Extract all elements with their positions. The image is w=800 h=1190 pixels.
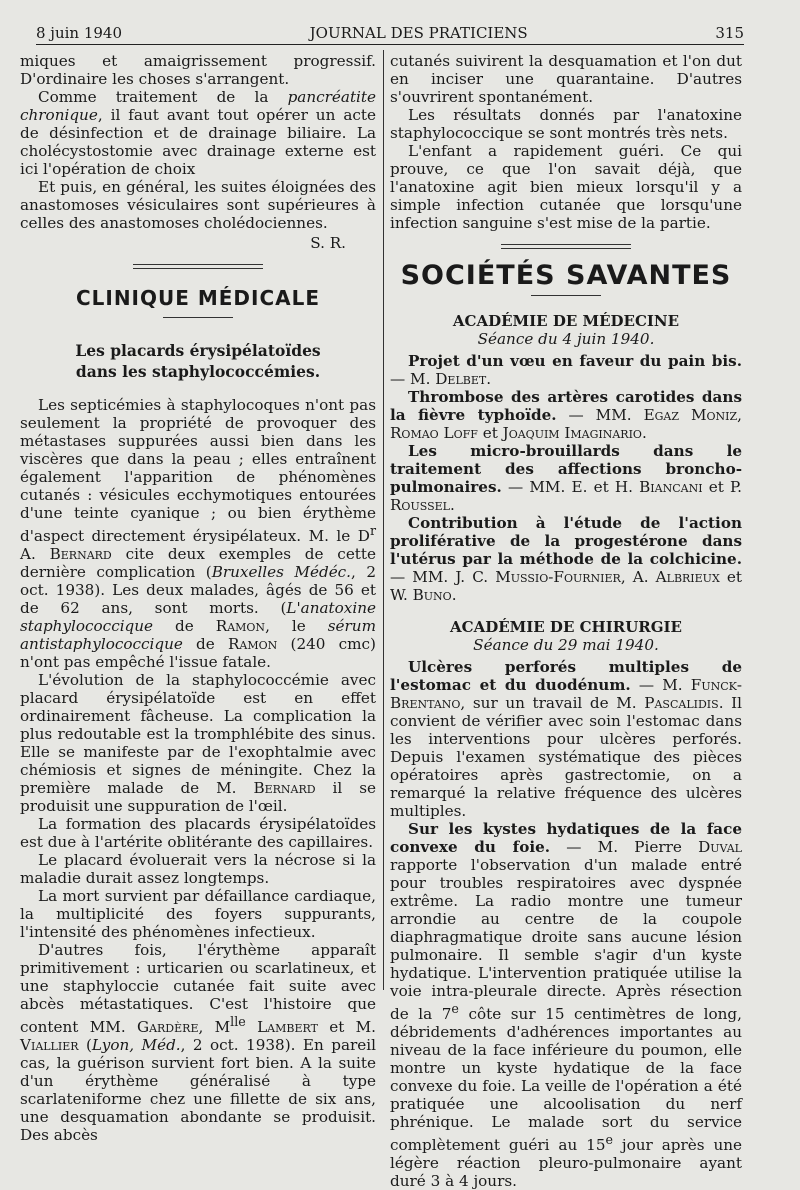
page-header bbox=[36, 18, 744, 45]
header-page-number: 315 bbox=[715, 24, 744, 42]
left-column bbox=[20, 52, 376, 1144]
paragraph: cutanés suivirent la desquamation et l'on dut en inciser une quarantaine. D'autres s'ouvrirent spontanément. bbox=[390, 52, 742, 106]
session-date: Séance du 4 juin 1940. bbox=[477, 330, 655, 348]
paper-entry: Les micro-brouillards dans le traitement des affections broncho-pulmonaires. — MM. E. et H. Biancani et P. Roussel. bbox=[390, 442, 742, 514]
paper-entry: Thrombose des artères carotides dans la fièvre typhoïde. — MM. Egaz Moniz, Romao Loff et Joaquim Imaginario. bbox=[390, 388, 742, 442]
paragraph: La formation des placards érysipélatoïdes est due à l'artérite oblitérante des capillaires. bbox=[20, 815, 376, 852]
paragraph: Et puis, en général, les suites éloignées des anastomoses vésiculaires sont supérieures à celles des anastomoses cholédociennes. bbox=[20, 178, 376, 232]
header-date: 8 juin 1940 bbox=[36, 24, 123, 42]
paper-entry: Ulcères perforés multiples de l'estomac et du duodénum. — M. Funck-Brentano, sur un travail de M. Pascalidis. Il convient de vérifier avec soin l'estomac dans les interventions pour ulcères perforés. Depuis l'examen systématique des pièces opératoires après gastrectomie, on a remarqué la relative fréquence des ulcères multiples. bbox=[390, 658, 742, 820]
session-date: Séance du 29 mai 1940. bbox=[473, 636, 659, 654]
paper-entry: Contribution à l'étude de l'action proliférative de la progestérone dans l'utérus par la méthode de la colchicine. — MM. J. C. Mussio-Fournier, A. Albrieux et W. Buno. bbox=[390, 514, 743, 604]
paper-entry: Projet d'un vœu en faveur du pain bis. — M. Delbet. bbox=[390, 352, 742, 388]
academy-title-medecine: ACADÉMIE DE MÉDECINE bbox=[452, 312, 680, 330]
paragraph: L'évolution de la staphylococcémie avec placard érysipélatoïde est en effet ordinairement fâcheuse. La complication la plus redoutable est la tromphlébite des sinus. Elle se manifeste par de l'exophtalmie avec chémiosis et signes de méningite. Chez la première malade de M. Bernard il se produisit une suppuration de l'œil. bbox=[20, 671, 376, 816]
paragraph: La mort survient par défaillance cardiaque, la multiplicité des foyers suppurants, l'intensité des phénomènes infectieux. bbox=[20, 887, 376, 942]
short-rule bbox=[531, 295, 601, 296]
paragraph: L'enfant a rapidement guéri. Ce qui prouve, ce que l'on savait déjà, que l'anatoxine agit bien mieux lorsqu'il y a simple infection cutanée que lorsqu'une infection sanguine s'est mise de la partie. bbox=[390, 142, 742, 232]
paragraph: Le placard évoluerait vers la nécrose si la maladie durait assez longtemps. bbox=[20, 851, 376, 888]
header-journal-title: JOURNAL DES PRATICIENS bbox=[309, 24, 528, 42]
double-rule bbox=[501, 244, 631, 249]
signature: S. R. bbox=[310, 234, 346, 252]
paragraph: D'autres fois, l'érythème apparaît primitivement : urticarien ou scarlatineux, et une staphyloccie cutanée fait suite avec abcès métastatiques. C'est l'histoire que content MM. Gardère, $M^{lle}$ Lambert et M. Viallier (Lyon, Méd., 2 oct. 1938). En pareil cas, la guérison survient fort bien. A la suite d'un érythème généralisé à type scarlateniforme chez une fillette de six ans, une desquamation abondante se produisit. Des abcès bbox=[20, 941, 376, 1145]
double-rule bbox=[133, 264, 263, 269]
paragraph: Les résultats donnés par l'anatoxine staphylococcique se sont montrés très nets. bbox=[390, 106, 742, 142]
paragraph: Les septicémies à staphylocoques n'ont pas seulement la propriété de provoquer des métastases suppurées aussi bien dans les viscères que dans la peau ; elles entraînent également l'apparition de phénomènes cutanés : vésicules ecchymotiques entourées d'une teinte cyanique ; ou bien érythème d'aspect directement érysipélateux. M. le $D^r$ A. Bernard cite deux exemples de cette dernière complication (Bruxelles Médéc., 2 oct. 1938). Les deux malades, âgés de 56 et de 62 ans, sont morts. (L'anatoxine staphylococcique de Ramon, le sérum antistaphylococcique de Ramon (240 cmc) n'ont pas empêché l'issue fatale. bbox=[20, 396, 376, 672]
column-divider bbox=[383, 50, 384, 990]
section-title-societes: SOCIÉTÉS SAVANTES bbox=[400, 260, 732, 291]
section-title-clinique: CLINIQUE MÉDICALE bbox=[75, 286, 321, 310]
paragraph: Comme traitement de la pancréatite chronique, il faut avant tout opérer un acte de désinfection et de drainage biliaire. La cholécystostomie avec drainage externe est ici l'opération de choix bbox=[20, 88, 376, 178]
paper-entry: Sur les kystes hydatiques de la face convexe du foie. — M. Pierre Duval rapporte l'observation d'un malade entré pour troubles respiratoires avec dyspnée extrême. La radio montre une tumeur arrondie au centre de la coupole diaphragmatique droite sans aucune lésion pulmonaire. Il semble s'agir d'un kyste hydatique. L'intervention pratiquée utilise la voie intra-pleurale directe. Après résection de la 7e côte sur 15 centimètres de long, débridements d'adhérences importantes au niveau de la face inférieure du poumon, elle montre un kyste hydatique de la face convexe du foie. La veille de l'opération a été pratiquée une alcoolisation du nerf phrénique. Le malade sort du service complètement guéri au 15e jour après une légère réaction pleuro-pulmonaire ayant duré 3 à 4 jours. bbox=[390, 820, 742, 1190]
academy-title-chirurgie: ACADÉMIE DE CHIRURGIE bbox=[450, 618, 682, 636]
right-column bbox=[390, 52, 742, 1190]
article-title: Les placards érysipélatoïdes dans les staphylococcémies. bbox=[75, 341, 321, 381]
paragraph: miques et amaigrissement progressif. D'ordinaire les choses s'arrangent. bbox=[20, 52, 376, 88]
short-rule bbox=[163, 317, 233, 318]
